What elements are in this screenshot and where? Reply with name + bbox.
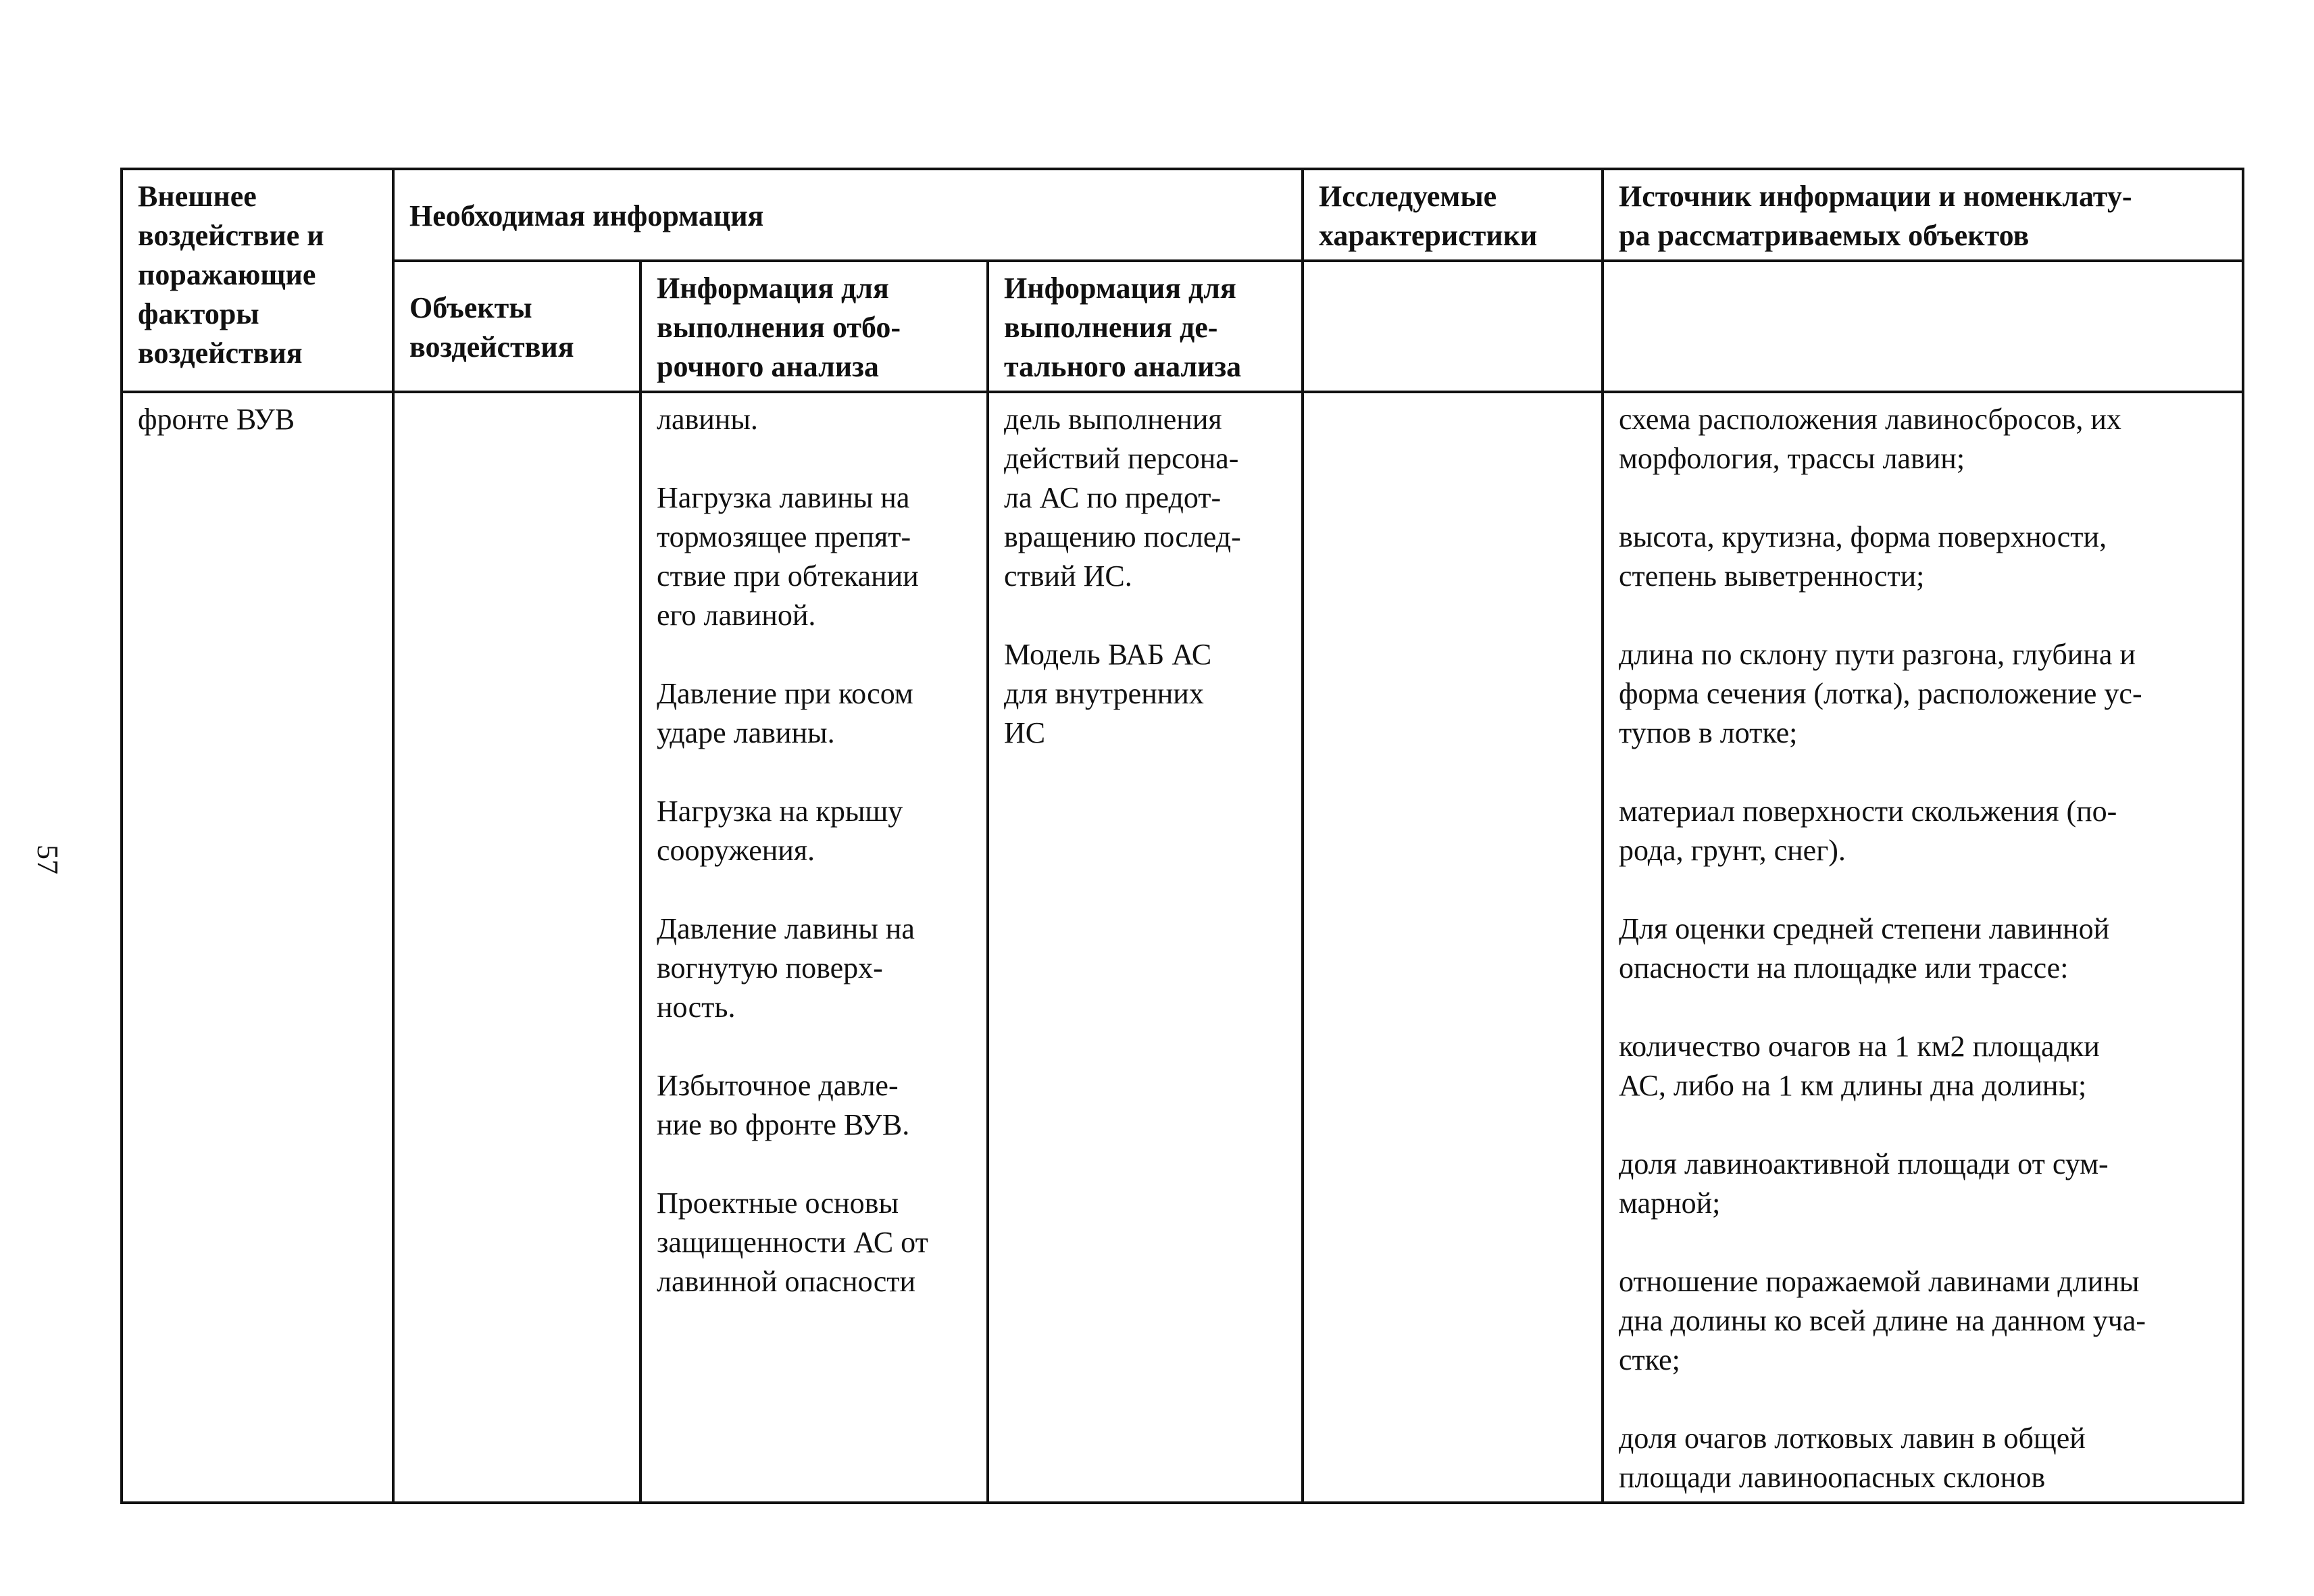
header-screening-analysis bbox=[640, 261, 988, 392]
paragraph bbox=[657, 792, 974, 870]
text-line: Избыточное давле- bbox=[657, 1069, 899, 1102]
paragraph bbox=[657, 478, 974, 635]
text-line: схема расположения лавиносбросов, их bbox=[1619, 403, 2121, 436]
header-required-info: Необходимая информация bbox=[393, 169, 1303, 261]
paragraph bbox=[657, 1184, 974, 1301]
text-line: опасности на площадке или трассе: bbox=[1619, 951, 2069, 984]
requirements-table bbox=[120, 168, 2244, 1504]
text-line: лавинной опасности bbox=[657, 1265, 916, 1298]
paragraph bbox=[1619, 518, 2230, 596]
text-line: действий персона- bbox=[1004, 442, 1239, 475]
text-line: высота, крутизна, форма поверхности, bbox=[1619, 520, 2107, 553]
text-line: отношение поражаемой лавинами длины bbox=[1619, 1265, 2140, 1298]
text-line: дель выполнения bbox=[1004, 403, 1222, 436]
text-line: тормозящее препят- bbox=[657, 520, 911, 553]
text-line: сооружения. bbox=[657, 834, 815, 867]
paragraph bbox=[1619, 1419, 2230, 1497]
cell-impact-factor bbox=[122, 392, 393, 1503]
text-line: ла АС по предот- bbox=[1004, 481, 1222, 514]
text-line: характеристики bbox=[1319, 219, 1538, 252]
text-line: лавины. bbox=[657, 403, 758, 436]
text-line: марной; bbox=[1619, 1187, 1721, 1220]
paragraph bbox=[657, 909, 974, 1027]
header-characteristics-empty bbox=[1303, 261, 1603, 392]
text-line: для внутренних bbox=[1004, 677, 1204, 710]
paragraph bbox=[1619, 1145, 2230, 1223]
text-line: дна долины ко всей длине на данном уча- bbox=[1619, 1304, 2146, 1337]
text-line: ударе лавины. bbox=[657, 716, 835, 749]
text-line: ИС bbox=[1004, 716, 1046, 749]
text-line: ность. bbox=[657, 991, 736, 1024]
text-line: выполнения де- bbox=[1004, 311, 1218, 344]
text-line: ние во фронте ВУВ. bbox=[657, 1108, 910, 1141]
text-line: Для оценки средней степени лавинной bbox=[1619, 912, 2110, 945]
text-line: воздействия bbox=[138, 336, 303, 370]
text-line: доля лавиноактивной площади от сум- bbox=[1619, 1147, 2109, 1180]
text-line: рочного анализа bbox=[657, 350, 879, 383]
page-number: 57 bbox=[31, 845, 64, 874]
text-line: материал поверхности скольжения (по- bbox=[1619, 795, 2117, 828]
text-line: его лавиной. bbox=[657, 599, 816, 632]
text-line: факторы bbox=[138, 297, 259, 330]
paragraph bbox=[1619, 635, 2230, 753]
text-line: ствие при обтекании bbox=[657, 559, 919, 593]
header-info-source bbox=[1603, 169, 2243, 261]
text-line: тального анализа bbox=[1004, 350, 1242, 383]
text-line: Объекты bbox=[409, 291, 532, 324]
text-line: воздействие и bbox=[138, 219, 324, 252]
paragraph bbox=[1619, 1027, 2230, 1105]
text-line: защищенности АС от bbox=[657, 1226, 928, 1259]
header-detailed-analysis bbox=[988, 261, 1303, 392]
paragraph bbox=[1619, 1262, 2230, 1380]
cell-screening-analysis bbox=[640, 392, 988, 1503]
text-line: вогнутую поверх- bbox=[657, 951, 883, 984]
paragraph bbox=[1619, 400, 2230, 478]
text-line: рода, грунт, снег). bbox=[1619, 834, 1846, 867]
text-line: форма сечения (лотка), расположение ус- bbox=[1619, 677, 2142, 710]
paragraph bbox=[657, 1066, 974, 1145]
text-line: длина по склону пути разгона, глубина и bbox=[1619, 638, 2136, 671]
text-line: Давление при косом bbox=[657, 677, 913, 710]
text-line: Внешнее bbox=[138, 180, 257, 213]
paragraph bbox=[1004, 400, 1289, 596]
text-line: вращению послед- bbox=[1004, 520, 1241, 553]
text-line: Информация для bbox=[657, 272, 889, 305]
text-line: Исследуемые bbox=[1319, 180, 1497, 213]
text-line: тупов в лотке; bbox=[1619, 716, 1798, 749]
text-line: выполнения отбо- bbox=[657, 311, 901, 344]
text-line: фронте ВУВ bbox=[138, 403, 295, 436]
text-line: Проектные основы bbox=[657, 1187, 899, 1220]
header-external-impact bbox=[122, 169, 393, 392]
text-line: Давление лавины на bbox=[657, 912, 915, 945]
cell-characteristics bbox=[1303, 392, 1603, 1503]
text-line: количество очагов на 1 км2 площадки bbox=[1619, 1030, 2100, 1063]
text-line: площади лавиноопасных склонов bbox=[1619, 1461, 2046, 1494]
text-line: доля очагов лотковых лавин в общей bbox=[1619, 1422, 2086, 1455]
text-line: стке; bbox=[1619, 1343, 1680, 1376]
text-line: Нагрузка на крышу bbox=[657, 795, 903, 828]
text-line: Модель ВАБ АС bbox=[1004, 638, 1212, 671]
text-line: морфология, трассы лавин; bbox=[1619, 442, 1965, 475]
header-info-source-empty bbox=[1603, 261, 2243, 392]
paragraph bbox=[1619, 792, 2230, 870]
text-line: ствий ИС. bbox=[1004, 559, 1132, 593]
text-line: Источник информации и номенклату- bbox=[1619, 180, 2132, 213]
header-impact-objects bbox=[393, 261, 640, 392]
text-line: Нагрузка лавины на bbox=[657, 481, 910, 514]
text-line: ра рассматриваемых объектов bbox=[1619, 219, 2030, 252]
text-line: степень выветренности; bbox=[1619, 559, 1925, 593]
header-characteristics bbox=[1303, 169, 1603, 261]
text-line: АС, либо на 1 км длины дна долины; bbox=[1619, 1069, 2087, 1102]
cell-detailed-analysis bbox=[988, 392, 1303, 1503]
paragraph bbox=[657, 400, 974, 439]
cell-info-source bbox=[1603, 392, 2243, 1503]
text-line: воздействия bbox=[409, 330, 574, 364]
paragraph bbox=[657, 674, 974, 753]
text-line: поражающие bbox=[138, 258, 316, 291]
text-line: Информация для bbox=[1004, 272, 1236, 305]
cell-impact-objects bbox=[393, 392, 640, 1503]
paragraph bbox=[1004, 635, 1289, 753]
paragraph bbox=[1619, 909, 2230, 988]
